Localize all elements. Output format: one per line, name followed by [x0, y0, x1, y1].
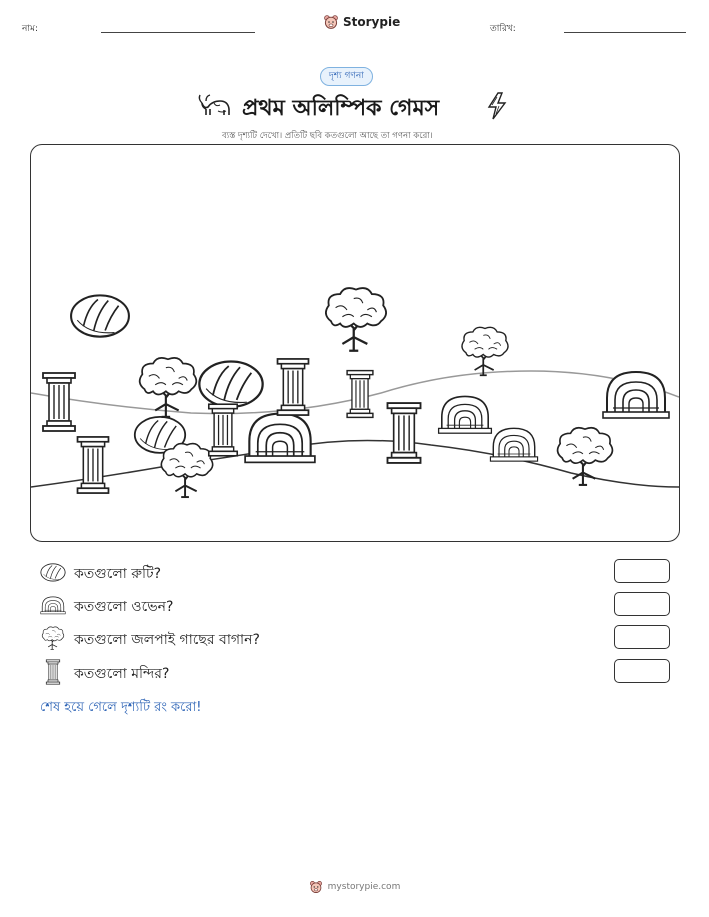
name-label: নাম:	[22, 24, 39, 34]
question-text: কতগুলো মন্দির?	[74, 666, 170, 682]
temple	[209, 404, 237, 456]
lightning-icon	[486, 92, 508, 120]
temple-icon	[40, 659, 66, 685]
oven	[490, 428, 537, 461]
question-row-olive-grove	[40, 625, 670, 651]
scene-illustration	[31, 145, 679, 541]
oven-icon	[40, 592, 66, 618]
date-label: তারিখ:	[490, 24, 516, 34]
brand-name: Storypie	[343, 15, 401, 29]
bread	[199, 362, 262, 407]
temple	[43, 373, 75, 431]
scene-count-badge: দৃশ্য গণনা	[320, 67, 373, 86]
answer-box-temple[interactable]	[614, 659, 670, 683]
counting-scene	[30, 144, 680, 542]
color-instruction: শেষ হয়ে গেলে দৃশ্যটি রং করো!	[40, 700, 202, 715]
temple	[278, 359, 309, 415]
oven	[603, 372, 669, 418]
instructions: ব্যস্ত দৃশ্যটি দেখো। প্রতিটি ছবি কতগুলো আছে তা গণনা করো।	[222, 131, 433, 141]
page-title: প্রথম অলিম্পিক গেমস	[242, 96, 440, 121]
question-text: কতগুলো জলপাই গাছের বাগান?	[74, 632, 260, 648]
bread	[71, 295, 129, 336]
oven	[245, 414, 315, 463]
olive-grove	[462, 327, 508, 375]
brand-logo	[323, 14, 400, 30]
olive-grove	[140, 358, 197, 417]
date-line[interactable]	[564, 32, 686, 33]
bear-logo-icon	[309, 880, 323, 894]
temple	[387, 403, 420, 463]
question-row-temple	[40, 659, 670, 685]
question-text: কতগুলো রুটি?	[74, 566, 162, 582]
temple	[347, 371, 373, 418]
page-footer	[0, 880, 709, 894]
olive-grove-icon	[40, 625, 66, 651]
bread-icon	[40, 559, 66, 585]
olive-grove	[326, 288, 386, 351]
question-text: কতগুলো ওভেন?	[74, 599, 174, 615]
answer-box-bread[interactable]	[614, 559, 670, 583]
answer-box-olive-grove[interactable]	[614, 625, 670, 649]
footer-url[interactable]: mystorypie.com	[327, 882, 401, 892]
oven	[439, 396, 492, 433]
bull-icon	[196, 91, 232, 119]
temple	[78, 437, 109, 493]
answer-box-oven[interactable]	[614, 592, 670, 616]
olive-grove	[161, 444, 212, 497]
question-row-oven	[40, 592, 670, 618]
bear-logo-icon	[323, 14, 339, 30]
name-line[interactable]	[101, 32, 255, 33]
question-row-bread	[40, 559, 670, 585]
